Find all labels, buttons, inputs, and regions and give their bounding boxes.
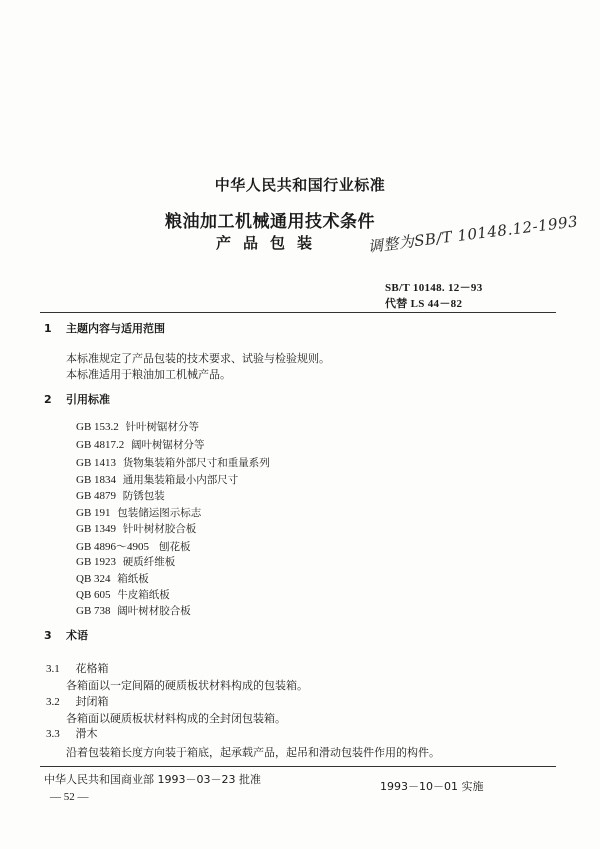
header-divider xyxy=(40,312,556,313)
reference-code: GB 4879 xyxy=(76,490,117,502)
reference-name: 阔叶树锯材分等 xyxy=(130,439,205,451)
section-1-paragraph-1: 本标准规定了产品包装的技术要求、试验与检验规则。 xyxy=(66,352,330,365)
reference-item xyxy=(76,554,175,569)
reference-code: GB 1413 xyxy=(76,457,117,469)
reference-code: QB 324 xyxy=(76,573,111,585)
reference-name: 包装储运图示标志 xyxy=(117,507,202,519)
reference-item xyxy=(76,437,204,452)
term-3-3-definition: 沿着包装箱长度方向装于箱底，起承载产品，起吊和滑动包装件作用的构件。 xyxy=(66,746,440,759)
effective-date: 1993－10－01 实施 xyxy=(380,780,484,793)
term-3-1-heading xyxy=(46,660,109,676)
reference-item xyxy=(76,603,191,618)
term-number: 3.2 xyxy=(46,696,60,708)
reference-code: QB 605 xyxy=(76,589,111,601)
term-number: 3.1 xyxy=(46,663,60,675)
term-name: 滑木 xyxy=(75,727,98,740)
reference-code: GB 191 xyxy=(76,507,111,519)
reference-name: 防锈包装 xyxy=(122,490,165,502)
section-2-number: 2 xyxy=(44,393,52,406)
footer-divider xyxy=(40,766,556,767)
reference-name: 通用集装箱最小内部尺寸 xyxy=(122,474,239,486)
reference-name: 刨花板 xyxy=(159,541,191,553)
reference-item xyxy=(76,538,191,554)
section-2-heading xyxy=(44,391,110,407)
section-1-title: 主题内容与适用范围 xyxy=(66,322,165,335)
reference-name: 针叶树材胶合板 xyxy=(122,523,197,535)
section-3-number: 3 xyxy=(44,629,52,642)
reference-item xyxy=(76,419,199,434)
term-3-1-definition: 各箱面以一定间隔的硬质板状材料构成的包装箱。 xyxy=(66,679,308,692)
section-2-title: 引用标准 xyxy=(66,393,110,406)
reference-item xyxy=(76,521,196,536)
reference-item xyxy=(76,571,149,586)
reference-name: 牛皮箱纸板 xyxy=(117,589,170,601)
term-name: 花格箱 xyxy=(75,662,109,675)
section-3-heading xyxy=(44,627,88,643)
term-name: 封闭箱 xyxy=(75,695,109,708)
handwritten-annotation: 调整为SB/T 10148.12-1993 xyxy=(366,212,580,256)
reference-code: GB 1923 xyxy=(76,556,117,568)
section-1-heading xyxy=(44,320,165,336)
reference-name: 阔叶树材胶合板 xyxy=(117,605,191,617)
reference-code: GB 1349 xyxy=(76,523,117,535)
reference-item xyxy=(76,472,238,487)
reference-item xyxy=(76,505,201,520)
reference-name: 针叶树锯材分等 xyxy=(125,421,199,433)
term-3-3-heading xyxy=(46,725,98,741)
document-title: 粮油加工机械通用技术条件 xyxy=(165,212,375,232)
term-3-2-definition: 各箱面以硬质板状材料构成的全封闭包装箱。 xyxy=(66,712,286,725)
reference-item xyxy=(76,455,270,470)
section-1-paragraph-2: 本标准适用于粮油加工机械产品。 xyxy=(66,368,231,381)
reference-name: 硬质纤维板 xyxy=(122,556,176,568)
standard-category: 中华人民共和国行业标准 xyxy=(214,176,386,194)
replaces-standard: 代替 LS 44－82 xyxy=(385,298,463,310)
reference-item xyxy=(76,488,165,503)
reference-code: GB 153.2 xyxy=(76,421,119,433)
page-number: — 52 — xyxy=(50,791,89,803)
approval-statement: 中华人民共和国商业部 1993－03－23 批准 xyxy=(44,773,261,786)
reference-code: GB 738 xyxy=(76,605,111,617)
term-number: 3.3 xyxy=(46,728,60,740)
reference-item xyxy=(76,587,170,602)
document-subtitle: 产品包装 xyxy=(215,234,324,252)
section-3-title: 术语 xyxy=(66,629,88,642)
reference-code: GB 4896～4905 xyxy=(76,541,150,553)
reference-name: 货物集装箱外部尺寸和重量系列 xyxy=(122,457,270,469)
reference-code: GB 1834 xyxy=(76,474,117,486)
reference-code: GB 4817.2 xyxy=(76,439,125,451)
reference-name: 箱纸板 xyxy=(117,573,149,585)
standard-code: SB/T 10148. 12－93 xyxy=(385,282,483,294)
term-3-2-heading xyxy=(46,693,109,709)
section-1-number: 1 xyxy=(44,322,52,335)
